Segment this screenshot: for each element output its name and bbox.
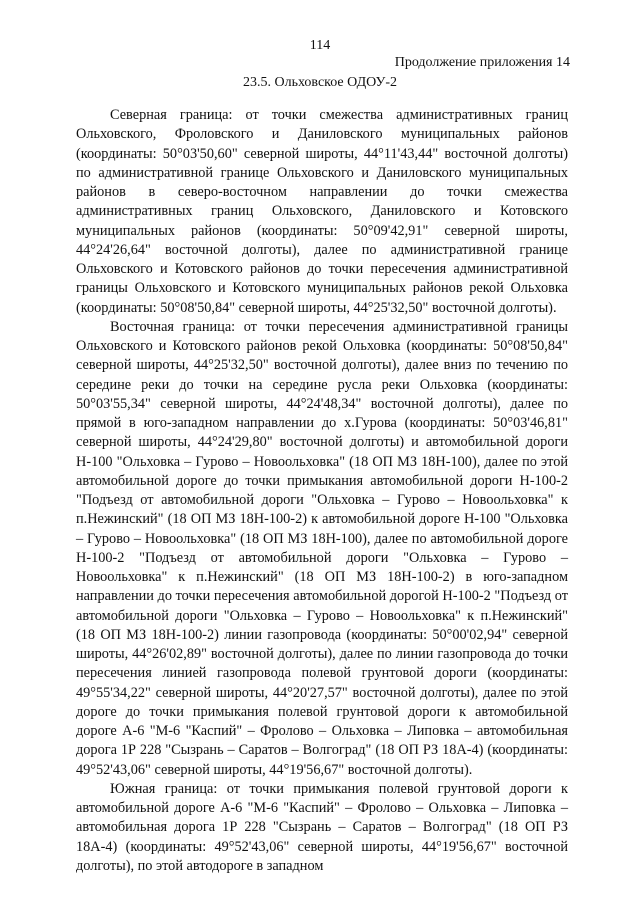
appendix-continuation-note: Продолжение приложения 14 bbox=[394, 55, 570, 70]
paragraph-southern-border: Южная граница: от точки примыкания полевой грунтовой дороги к автомобильной дороге А-6 "М-6 "Каспий" – Фролово – Ольховка – Липовка – автомобильная дорога 1Р 228 "Сызрань – Саратов – Волгоград" (18 ОП РЗ 18А-4) (координаты: 49°52'43,06" северной широты, 44°19'56,67" восточной долготы), по этой автодороге в западном bbox=[76, 780, 568, 874]
document-body bbox=[76, 106, 568, 876]
paragraph-eastern-border: Восточная граница: от точки пересечения административной границы Ольховского и Котовского районов рекой Ольховка (координаты: 50°08'50,84" северной широты, 44°25'32,50" восточной долготы), далее вниз по течению по середине реки до точки на середине русла реки Ольховка (координаты: 50°03'55,34" северной широты, 44°24'48,34" восточной долготы), далее по прямой в юго-западном направлении до х.Гурова (координаты: 50°03'46,81" северной широты, 44°24'29,80" восточной долготы) и автомобильной дороги Н-100 "Ольховка – Гурово – Новоольховка" (18 ОП МЗ 18Н-100), далее по этой автомобильной дороге до точки примыкания автомобильной дороги Н-100-2 "Подъезд от автомобильной дороги "Ольховка – Гурово – Новоольховка" к п.Нежинский" (18 ОП МЗ 18Н-100-2) к автомобильной дороге Н-100 "Ольховка – Гурово – Новоольховка" (18 ОП МЗ 18Н-100), далее по автомобильной дороге Н-100-2 "Подъезд от автомобильной дороги "Ольховка – Гурово – Новоольховка" к п.Нежинский" (18 ОП МЗ 18Н-100-2) в юго-западном направлении до точки пересечения автомобильной дорогой Н-100-2 "Подъезд от автомобильной дороги "Ольховка – Гурово – Новоольховка" к п.Нежинский" (18 ОП МЗ 18Н-100-2) линии газопровода (координаты: 50°00'02,94" северной широты, 44°26'02,89" восточной долготы), далее по линии газопровода до точки пересечения линией газопровода полевой грунтовой дороги (координаты: 49°55'34,22" северной широты, 44°20'27,57" восточной долготы), далее по этой дороге до точки примыкания полевой грунтовой дороги к автомобильной дороге А-6 "М-6 "Каспий" – Фролово – Ольховка – Липовка – автомобильная дорога 1Р 228 "Сызрань – Саратов – Волгоград" (18 ОП РЗ 18А-4) (координаты: 49°52'43,06" северной широты, 44°19'56,67" восточной долготы). bbox=[76, 318, 568, 778]
paragraph-northern-border: Северная граница: от точки смежества административных границ Ольховского, Фроловского и Даниловского муниципальных районов (координаты: 50°03'50,60" северной широты, 44°11'43,44" восточной долготы) по административной границе Ольховского и Даниловского муниципальных районов в северо-восточном направлении до точки смежества административных границ Ольховского, Даниловского и Котовского муниципальных районов (координаты: 50°09'42,91" северной широты, 44°24'26,64" восточной долготы), далее по административной границе Ольховского и Котовского районов до точки пересечения административной границы Ольховского и Котовского муниципальных районов рекой Ольховка (координаты: 50°08'50,84" северной широты, 44°25'32,50" восточной долготы). bbox=[76, 107, 568, 316]
page-number: 114 bbox=[309, 38, 331, 53]
section-title: 23.5. Ольховское ОДОУ-2 bbox=[242, 75, 398, 90]
